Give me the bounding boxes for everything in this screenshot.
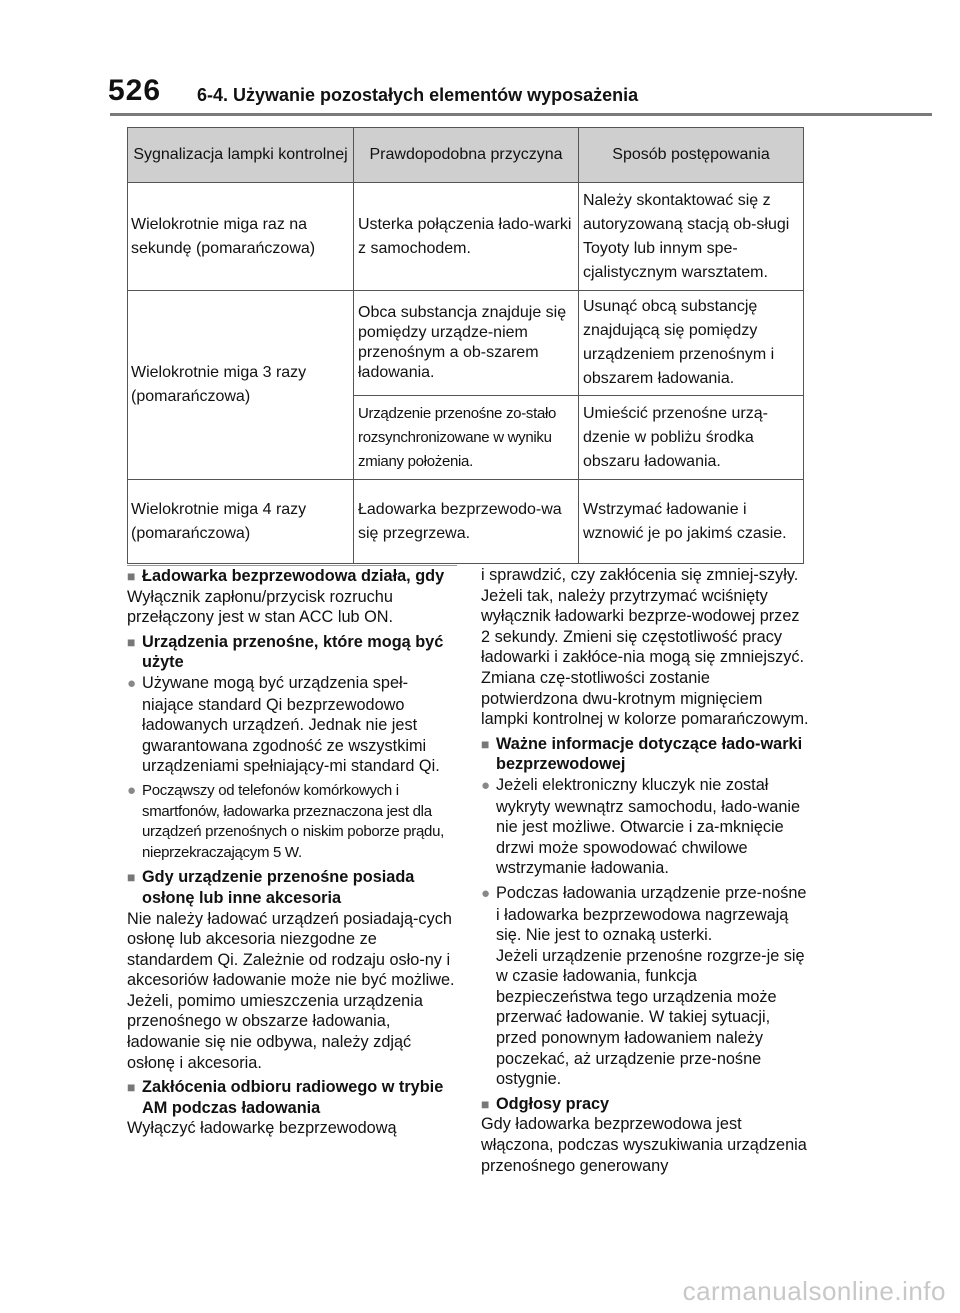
section-heading: ■ Odgłosy pracy bbox=[481, 1094, 610, 1113]
chapter-title: 6-4. Używanie pozostałych elementów wyposażenia bbox=[197, 85, 639, 105]
header-divider bbox=[110, 113, 932, 116]
table-row bbox=[128, 480, 804, 564]
header-signal: Sygnalizacja lampki kontrolnej bbox=[128, 128, 354, 183]
list-item: ● Jeżeli elektroniczny kluczyk nie został wykryty wewnątrz samochodu, łado-wanie nie jest możliwe. Otwarcie i za-mknięcie drzwi może spowodować chwilowe wstrzymanie ładowania. bbox=[481, 775, 801, 878]
left-column bbox=[127, 565, 457, 1143]
section-heading: ■ Ważne informacje dotyczące łado-warki bezprzewodowej bbox=[481, 734, 803, 774]
cause-cell: Usterka połączenia łado-warki z samochodem. bbox=[354, 183, 579, 291]
circle-bullet-icon: ● bbox=[481, 884, 491, 902]
paragraph: Wyłączyć ładowarkę bezprzewodową bbox=[127, 1119, 397, 1138]
paragraph: Nie należy ładować urządzeń posiadają-cych osłonę lub akcesoria niezgodne ze standardem Qi. Zależnie od rodzaju osło-ny i akcesoriów ładowanie może nie być możliwe. Jeżeli, pomimo umieszczenia urządzenia przenośnego w obszarze ładowania, ładowanie się nie odbywa, należy zdjąć osłonę i akcesoria. bbox=[127, 909, 455, 1072]
watermark: carmanualsonline.info bbox=[682, 1276, 946, 1306]
signal-cell: Wielokrotnie miga raz na sekundę (pomarańczowa) bbox=[128, 183, 354, 291]
table-row bbox=[128, 183, 804, 291]
header-action: Sposób postępowania bbox=[579, 128, 804, 183]
square-bullet-icon: ■ bbox=[481, 1095, 490, 1112]
cause-cell: Ładowarka bezprzewodo-wa się przegrzewa. bbox=[354, 480, 579, 564]
paragraph: Wyłącznik zapłonu/przycisk rozruchu przełączony jest w stan ACC lub ON. bbox=[127, 587, 394, 627]
cause-cell: Obca substancja znajduje się pomiędzy urządze-niem przenośnym a ob-szarem ładowania. bbox=[354, 291, 579, 396]
action-cell: Wstrzymać ładowanie i wznowić je po jakimś czasie. bbox=[579, 480, 804, 564]
section-heading: ■ Urządzenia przenośne, które mogą być użyte bbox=[127, 632, 444, 672]
square-bullet-icon: ■ bbox=[481, 735, 490, 752]
paragraph: Jeżeli urządzenie przenośne rozgrze-je się w czasie ładowania, funkcja bezpieczeństwa tego urządzenia może przerwać ładowanie. W takiej sytuacji, przed ponownym ładowaniem należy poczekać, aż urządzenie prze-nośne ostygnie. bbox=[496, 946, 805, 1089]
signal-cell: Wielokrotnie miga 4 razy (pomarańczowa) bbox=[128, 480, 354, 564]
page-number: 526 bbox=[108, 74, 162, 107]
action-cell: Usunąć obcą substancję znajdującą się pomiędzy urządzeniem przenośnym i obszarem ładowania. bbox=[579, 291, 804, 396]
cause-cell: Urządzenie przenośne zo-stało rozsynchronizowane w wyniku zmiany położenia. bbox=[354, 396, 579, 480]
section-heading: ■ Gdy urządzenie przenośne posiada osłonę lub inne akcesoria bbox=[127, 868, 415, 907]
circle-bullet-icon: ● bbox=[127, 674, 137, 692]
square-bullet-icon: ■ bbox=[127, 869, 136, 886]
action-cell: Umieścić przenośne urzą-dzenie w pobliżu środka obszaru ładowania. bbox=[579, 396, 804, 480]
list-item: ● Używane mogą być urządzenia speł-niające standard Qi bezprzewodowo ładowanych urządzeń. Jednak nie jest gwarantowana zgodność ze wszystkimi urządzeniami spełniający-mi standard Qi. bbox=[127, 673, 440, 776]
paragraph: Gdy ładowarka bezprzewodowa jest włączona, podczas wyszukiwania urządzenia przenośnego generowany bbox=[481, 1115, 807, 1175]
table-row bbox=[128, 291, 804, 396]
circle-bullet-icon: ● bbox=[127, 781, 136, 799]
list-item: ● Począwszy od telefonów komórkowych i smartfonów, ładowarka przeznaczona jest dla urządzeń przenośnych o niskim poborze prądu, nieprzekraczającym 5 W. bbox=[127, 781, 444, 861]
list-item: ● Podczas ładowania urządzenie prze-nośne i ładowarka bezprzewodowa nagrzewają się. Nie jest to oznaką usterki. bbox=[481, 883, 807, 945]
circle-bullet-icon: ● bbox=[481, 776, 491, 794]
square-bullet-icon: ■ bbox=[127, 633, 136, 650]
header-cause: Prawdopodobna przyczyna bbox=[354, 128, 579, 183]
section-heading: ■ Zakłócenia odbioru radiowego w trybie AM podczas ładowania bbox=[127, 1078, 444, 1117]
table-header-row bbox=[128, 128, 804, 183]
right-column bbox=[481, 565, 811, 1180]
square-bullet-icon: ■ bbox=[127, 1079, 136, 1096]
paragraph: i sprawdzić, czy zakłócenia się zmniej-szyły. Jeżeli tak, należy przytrzymać wciśnięty wyłącznik ładowarki bezprze-wodowej przez 2 sekundy. Zmieni się częstotliwość pracy ładowarki i zakłóce-nia mogą się zmniejszyć. Zmiana czę-stotliwości zostanie potwierdzona dwu-krotnym mignięciem lampki kontrolnej w kolorze pomarańczowym. bbox=[481, 566, 809, 729]
action-cell: Należy skontaktować się z autoryzowaną stacją ob-sługi Toyoty lub innym spe-cjalistycznym warsztatem. bbox=[579, 183, 804, 291]
square-bullet-icon: ■ bbox=[127, 568, 136, 584]
indicator-table bbox=[127, 127, 804, 564]
signal-cell: Wielokrotnie miga 3 razy (pomarańczowa) bbox=[128, 291, 354, 480]
section-heading: ■ Ładowarka bezprzewodowa działa, gdy bbox=[127, 567, 445, 585]
